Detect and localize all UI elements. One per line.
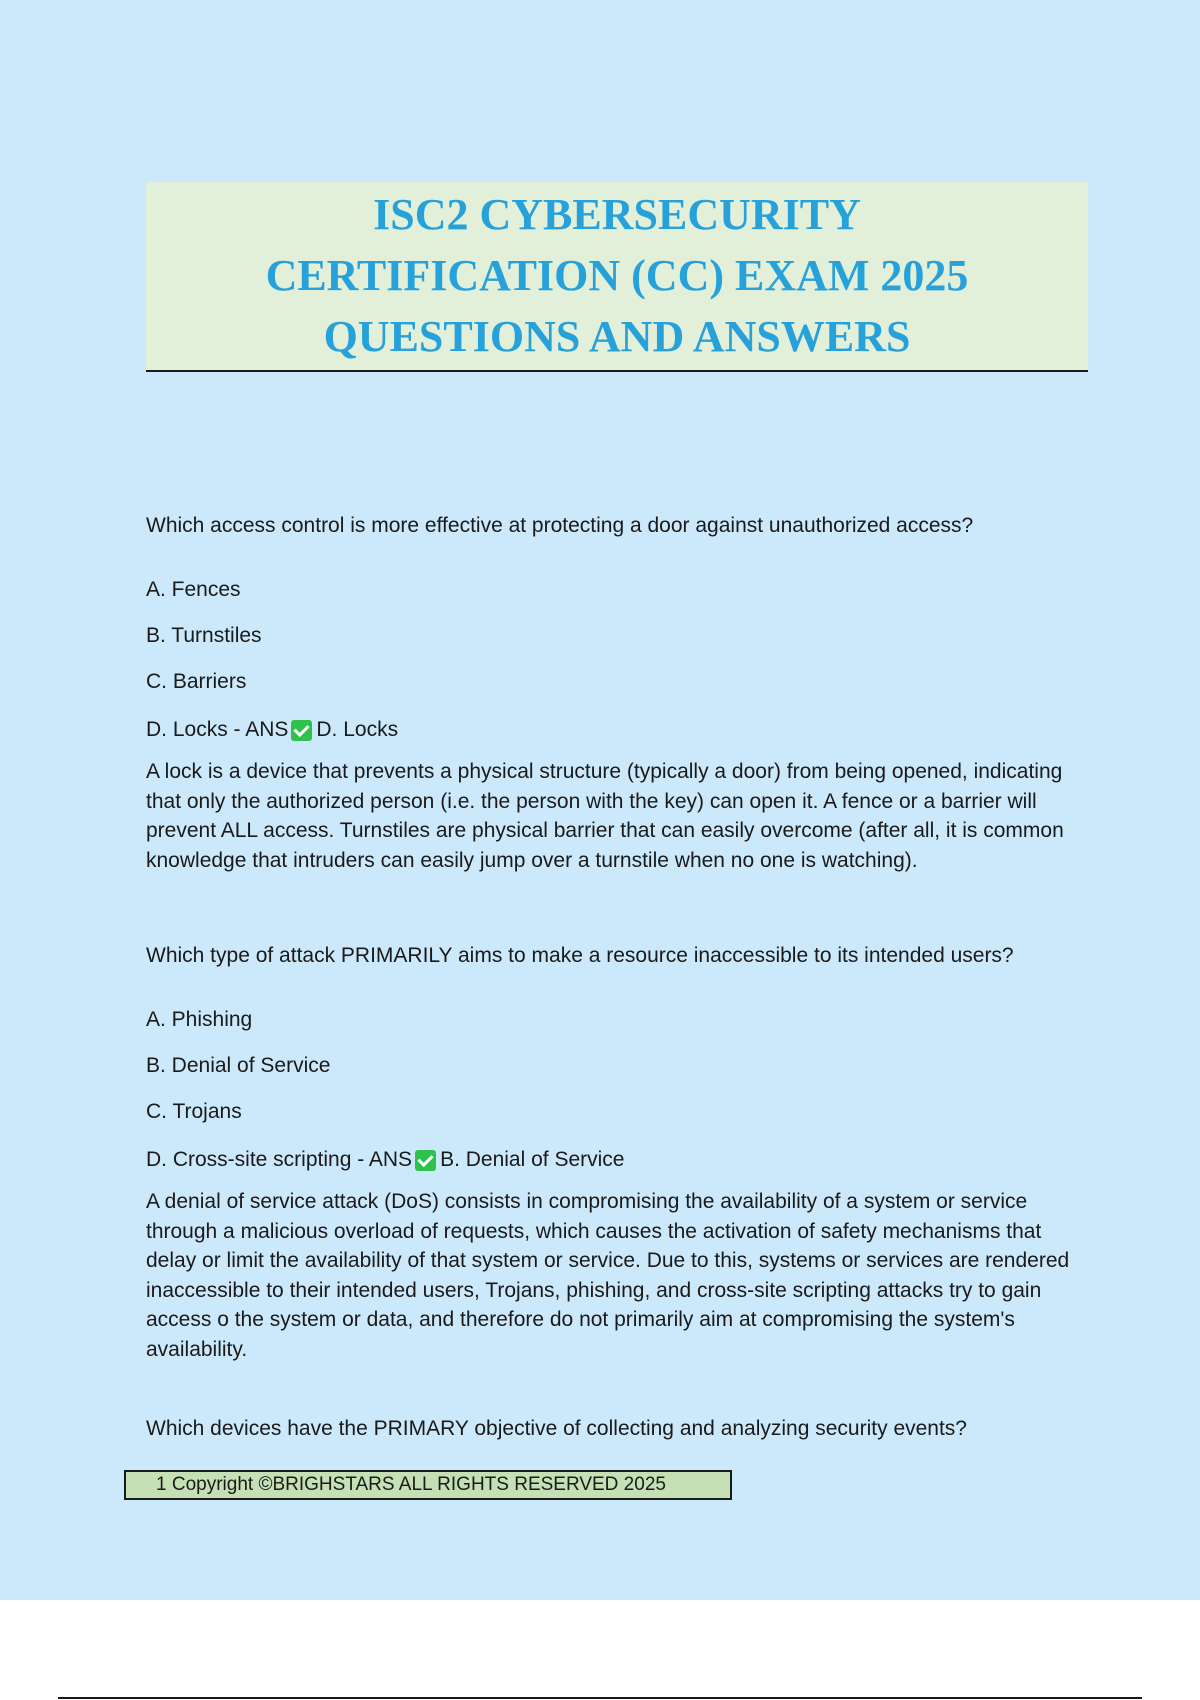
question-block-2 (146, 935, 1086, 1364)
title-line-1: ISC2 CYBERSECURITY (373, 190, 861, 239)
document-title (146, 182, 1088, 372)
answer-explanation: A lock is a device that prevents a physical structure (typically a door) from being opened, indicating that only the authorized person (i.e. the person with the key) can open it. A fence or a barrier will prevent ALL access. Turnstiles are physical barrier that can easily overcome (after all, it is common knowledge that intruders can easily jump over a turnstile when no one is watching). (146, 760, 1064, 872)
question-text: Which access control is more effective at protecting a door against unauthorized access? (146, 514, 974, 537)
option-c: C. Trojans (146, 1100, 242, 1123)
option-d: D. Cross-site scripting - ANS (146, 1148, 413, 1171)
check-mark-icon (415, 1150, 436, 1171)
answer-text: B. Denial of Service (440, 1148, 625, 1171)
option-a: A. Phishing (146, 1008, 253, 1031)
answer-explanation: A denial of service attack (DoS) consists in compromising the availability of a system or service through a malicious overload of requests, which causes the activation of safety mechanisms that delay or limit the availability of that system or service. Due to this, systems or services are rendered inaccessible to their intended users, Trojans, phishing, and cross-site scripting attacks try to gain access o the system or data, and therefore do not primarily aim at compromising the system's availability. (146, 1190, 1070, 1361)
option-b: B. Turnstiles (146, 624, 262, 647)
check-mark-icon (291, 720, 312, 741)
option-d: D. Locks - ANS (146, 718, 289, 741)
question-text: Which devices have the PRIMARY objective of collecting and analyzing security events? (146, 1417, 967, 1440)
questions-list (146, 505, 1086, 1470)
option-d-with-answer (146, 705, 1086, 755)
title-line-3: QUESTIONS AND ANSWERS (323, 312, 911, 361)
copyright-footer: 1 Copyright ©BRIGHSTARS ALL RIGHTS RESERVED 2025 (124, 1470, 732, 1500)
title-line-2: CERTIFICATION (CC) EXAM 2025 (265, 251, 969, 300)
option-d-with-answer (146, 1135, 1086, 1185)
page-divider (58, 1697, 1142, 1699)
answer-text: D. Locks (316, 718, 399, 741)
question-block-3 (146, 1408, 1086, 1450)
question-text: Which type of attack PRIMARILY aims to make a resource inaccessible to its intended users? (146, 944, 1014, 967)
option-a: A. Fences (146, 578, 241, 601)
question-block-1 (146, 505, 1086, 875)
option-c: C. Barriers (146, 670, 247, 693)
option-b: B. Denial of Service (146, 1054, 331, 1077)
